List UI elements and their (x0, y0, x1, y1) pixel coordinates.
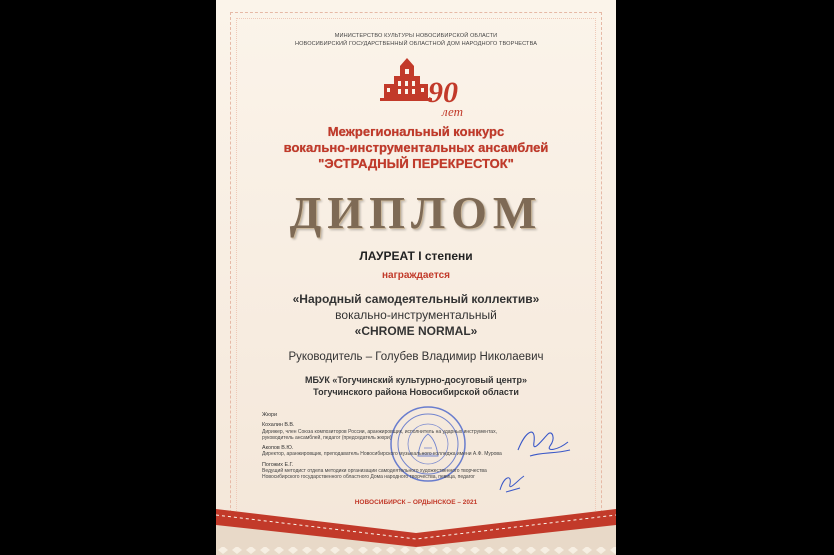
anniversary-word: лет (442, 104, 463, 119)
diploma-document (216, 0, 616, 555)
bottom-ornament (216, 485, 616, 555)
jury-member-role: руководитель ансамблей, педагог (председатель жюри) (262, 434, 392, 441)
nominee-line-3: «CHROME NORMAL» (354, 324, 478, 338)
jury-section (262, 412, 502, 481)
nominee-line-2: вокально-инструментальный (335, 308, 497, 322)
anniversary-number: 90 (428, 76, 458, 109)
awarded-label: награждается (381, 270, 451, 281)
organization-line-2: Тогучинского района Новосибирской области (313, 387, 519, 397)
laureate-degree: ЛАУРЕАТ I степени (359, 249, 473, 263)
contest-title-line-2: вокально-инструментальных ансамблей (283, 140, 549, 155)
signature-1 (512, 420, 574, 466)
contest-title-line-1: Межрегиональный конкурс (327, 124, 505, 139)
jury-member-role: Ведущий методист отдела методики организации самодеятельного художественного творчества (262, 468, 487, 475)
footer-place-year: НОВОСИБИРСК – ОРДЫНСКОЕ – 2021 (354, 499, 478, 506)
nominee-line-1: «Народный самодеятельный коллектив» (292, 292, 540, 306)
leader-line: Руководитель – Голубев Владимир Николаевич (288, 351, 544, 363)
jury-member-name: Погожих Е.Г. (262, 461, 294, 468)
jury-member-name: Акопов В.Ю. (262, 445, 294, 452)
contest-title-line-3: "ЭСТРАДНЫЙ ПЕРЕКРЕСТОК" (318, 156, 514, 171)
ministry-line-1: МИНИСТЕРСТВО КУЛЬТУРЫ НОВОСИБИРСКОЙ ОБЛАСТИ (334, 33, 498, 39)
jury-member-name: Кохалин В.В. (262, 422, 295, 429)
ministry-line-2: НОВОСИБИРСКИЙ ГОСУДАРСТВЕННЫЙ ОБЛАСТНОЙ ДОМ НАРОДНОГО ТВОРЧЕСТВА (294, 41, 538, 47)
organization-line-1: МБУК «Тогучинский культурно-досуговый центр» (305, 375, 527, 385)
jury-member-role: Директор, аранжировщик, преподаватель Новосибирского музыкального колледжа имени А.Ф. Мурова (262, 451, 502, 458)
jury-title: Жюри (262, 412, 278, 418)
jury-member-role: Дирижер, член Союза композиторов России, аранжировщик, исполнитель на ударных инструментах, (262, 428, 497, 435)
diploma-heading: ДИПЛОМ (289, 187, 543, 238)
jury-member-role: Новосибирского государственного областного Дома народного творчества, певица, педагог (262, 474, 476, 481)
